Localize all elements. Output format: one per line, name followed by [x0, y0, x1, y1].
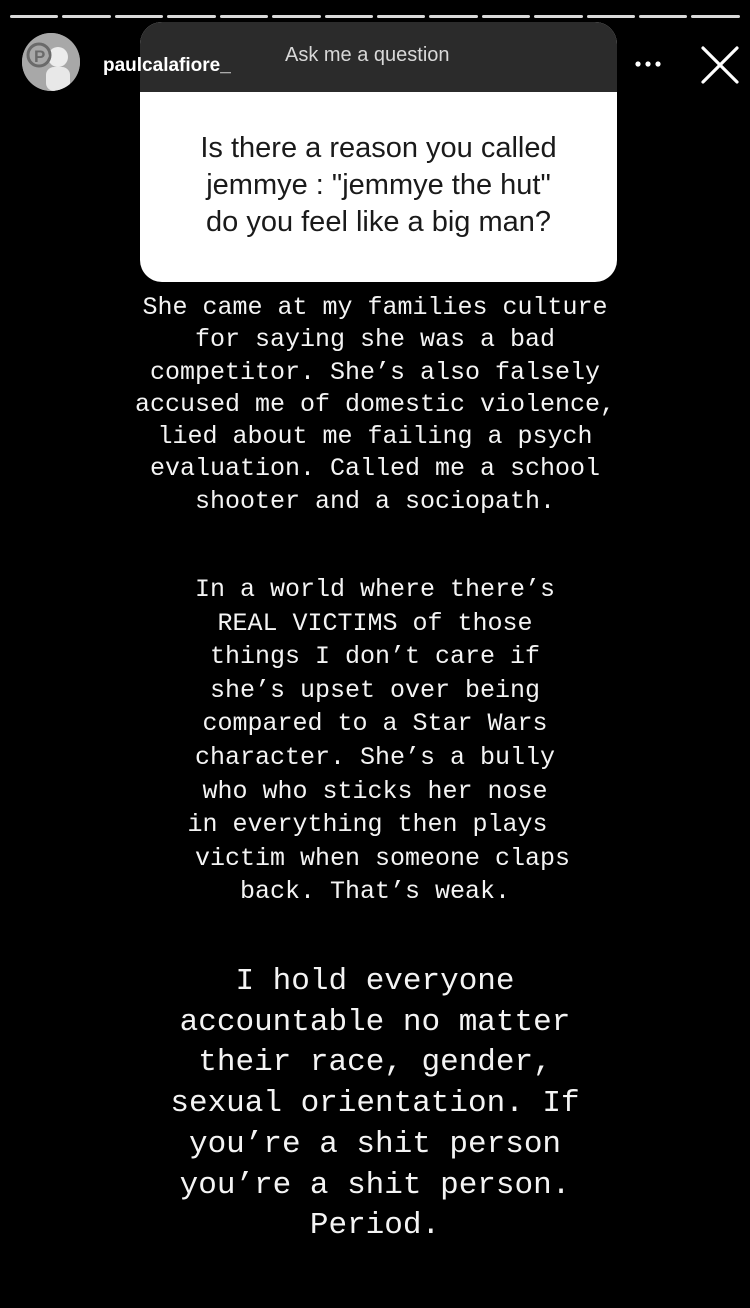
story-progress-segment	[62, 15, 110, 18]
story-progress-segment	[377, 15, 425, 18]
close-icon	[699, 44, 741, 86]
response-paragraph-1: She came at my families culture for saying she was a bad competitor. She’s also falsely accused me of domestic violence, lied about me failing a psych evaluation. Called me a school shooter and a sociopath.	[134, 293, 616, 516]
story-progress-segment	[115, 15, 163, 18]
story-progress-bar	[10, 15, 740, 18]
story-progress-segment	[220, 15, 268, 18]
svg-text:P: P	[34, 47, 46, 66]
username[interactable]: paulcalafiore_	[103, 55, 231, 76]
profile-avatar[interactable]	[22, 33, 80, 91]
story-progress-segment	[272, 15, 320, 18]
response-paragraph-3: I hold everyone accountable no matter their race, gender, sexual orientation. If you’re a shit person you’re a shit person. Period.	[170, 964, 580, 1244]
story-progress-segment	[167, 15, 215, 18]
story-progress-segment	[325, 15, 373, 18]
question-sticker-body	[140, 92, 617, 282]
story-progress-segment	[587, 15, 635, 18]
response-paragraph-2: In a world where there’s REAL VICTIMS of those things I don’t care if she’s upset over being compared to a Star Wars character. She’s a bully who who sticks her nose in everything then plays victim when someone claps back. That’s weak.	[187, 575, 571, 907]
question-text: Is there a reason you called jemmye : "jemmye the hut" do you feel like a big man?	[200, 131, 557, 238]
story-progress-segment	[691, 15, 739, 18]
close-button[interactable]	[699, 44, 741, 86]
avatar-icon	[22, 33, 80, 91]
story-progress-segment	[482, 15, 530, 18]
story-progress-segment	[639, 15, 687, 18]
more-options-button[interactable]	[630, 48, 666, 78]
story-progress-segment	[534, 15, 582, 18]
question-sticker-title: Ask me a question	[285, 44, 450, 66]
story-progress-segment	[429, 15, 477, 18]
more-dots-icon	[630, 48, 666, 78]
story-progress-segment	[10, 15, 58, 18]
